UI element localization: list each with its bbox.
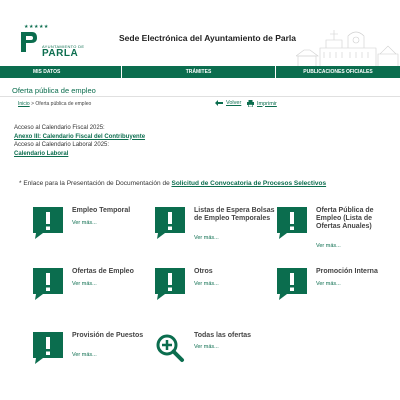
calendar-info <box>14 124 145 158</box>
breadcrumb-home-link[interactable]: Inicio <box>18 101 30 107</box>
printer-icon <box>247 100 254 107</box>
breadcrumb <box>18 101 91 107</box>
parla-logo[interactable] <box>18 26 84 60</box>
card-oferta-publica[interactable] <box>277 207 397 247</box>
convocatoria-link[interactable]: Solicitud de Convocatoria de Procesos Selectivos <box>171 180 327 187</box>
divider <box>0 96 400 97</box>
alert-icon <box>155 207 185 239</box>
page-title: Oferta pública de empleo <box>12 86 96 95</box>
card-otros[interactable] <box>155 268 275 308</box>
card-more-link[interactable]: Ver más... <box>316 281 341 287</box>
townhall-illustration <box>296 26 400 66</box>
main-nav <box>0 66 400 78</box>
nav-publicaciones-oficiales[interactable]: PUBLICACIONES OFICIALES <box>303 69 373 75</box>
card-listas-de-espera[interactable] <box>155 207 275 247</box>
card-more-link[interactable]: Ver más... <box>72 352 97 358</box>
back-label: Volver <box>226 100 242 106</box>
zoom-in-icon <box>155 332 185 364</box>
card-title: Otros <box>194 268 213 275</box>
alert-icon <box>33 332 63 364</box>
card-empleo-temporal[interactable] <box>33 207 153 247</box>
laboral-calendar-label: Acceso al Calendario Laboral 2025: <box>14 142 110 148</box>
back-button[interactable] <box>215 100 241 106</box>
print-button[interactable] <box>247 100 277 107</box>
card-todas-las-ofertas[interactable] <box>155 332 275 372</box>
card-title: Listas de Espera Bolsas de Empleo Temporales <box>194 207 275 222</box>
card-title: Oferta Pública de Empleo (Lista de Ofertas Anuales) <box>316 207 374 230</box>
alert-icon <box>277 268 307 300</box>
site-header <box>0 0 400 66</box>
card-more-link[interactable]: Ver más... <box>316 243 341 249</box>
documentation-notice <box>19 180 326 187</box>
laboral-calendar-link[interactable]: Calendario Laboral <box>14 150 69 157</box>
card-title: Ofertas de Empleo <box>72 268 134 275</box>
card-provision-de-puestos[interactable] <box>33 332 153 372</box>
site-title: Sede Electrónica del Ayuntamiento de Parla <box>119 33 296 43</box>
card-title: Todas las ofertas <box>194 332 252 339</box>
card-title: Provisión de Puestos <box>72 332 144 339</box>
card-ofertas-de-empleo[interactable] <box>33 268 153 308</box>
logo-stars: ★★★★★ <box>24 24 49 30</box>
card-more-link[interactable]: Ver más... <box>194 235 219 241</box>
parla-p-icon <box>20 30 38 54</box>
card-more-link[interactable]: Ver más... <box>72 220 97 226</box>
nav-mis-datos[interactable]: MIS DATOS <box>0 66 122 78</box>
card-title: Empleo Temporal <box>72 207 131 214</box>
fiscal-calendar-link[interactable]: Anexo III: Calendario Fiscal del Contribuyente <box>14 133 146 140</box>
fiscal-calendar-label: Acceso al Calendario Fiscal 2025: <box>14 125 105 131</box>
print-label: Imprimir <box>257 100 277 107</box>
card-more-link[interactable]: Ver más... <box>194 281 219 287</box>
card-more-link[interactable]: Ver más... <box>194 344 219 350</box>
alert-icon <box>277 207 307 239</box>
notice-text: * Enlace para la Presentación de Documentación de <box>19 180 172 187</box>
alert-icon <box>33 207 63 239</box>
card-more-link[interactable]: Ver más... <box>72 281 97 287</box>
logo-title: PARLA <box>42 48 79 59</box>
breadcrumb-separator: > <box>29 101 36 107</box>
breadcrumb-current: Oferta pública de empleo <box>35 101 92 107</box>
card-promocion-interna[interactable] <box>277 268 397 308</box>
logo-subtitle: AYUNTAMIENTO DE <box>42 44 85 49</box>
card-title: Promoción Interna <box>316 268 378 275</box>
arrow-left-icon <box>215 100 223 106</box>
alert-icon <box>33 268 63 300</box>
alert-icon <box>155 268 185 300</box>
nav-tramites[interactable]: TRÁMITES <box>122 66 276 78</box>
